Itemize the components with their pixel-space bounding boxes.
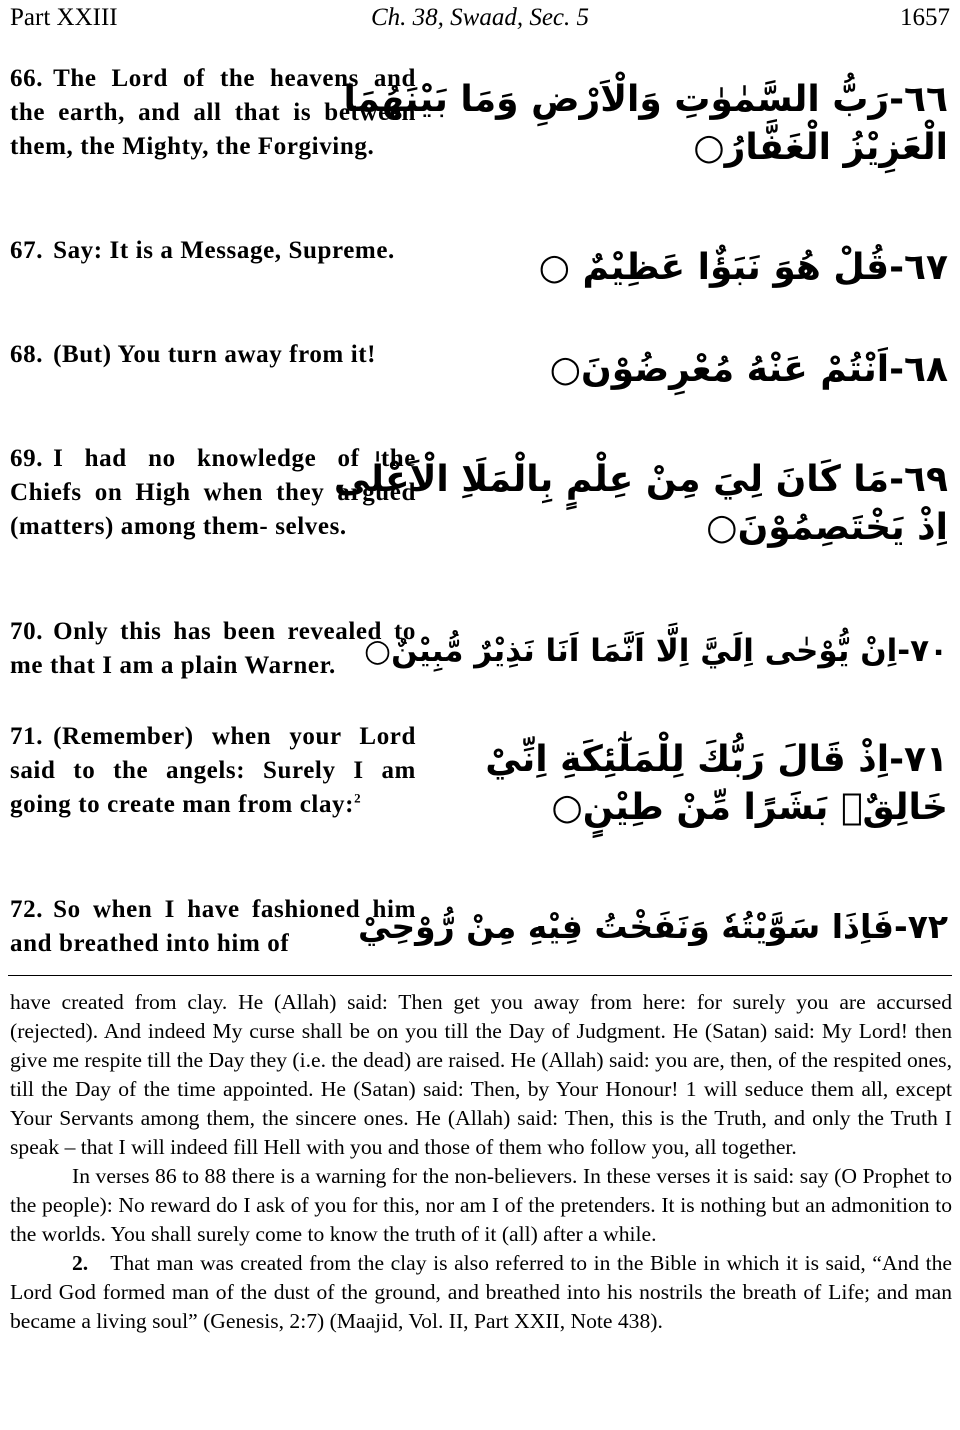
verse-number: 72. xyxy=(10,896,44,923)
part-label: Part XXIII xyxy=(10,4,118,31)
verse-number: 69. xyxy=(10,445,44,472)
verse-text: The Lord of the heavens and the earth, and all that is between them, the Mighty, the Forgiving. xyxy=(10,65,416,161)
verse-arabic xyxy=(485,736,948,832)
section-divider xyxy=(8,975,952,976)
verse-text: Only this has been revealed to me that I am a plain Warner. xyxy=(10,618,416,680)
verse-arabic xyxy=(358,903,948,951)
page-header xyxy=(10,4,950,38)
verse-number: 70. xyxy=(10,618,44,645)
verse-number: 68. xyxy=(10,341,44,368)
verse-english xyxy=(10,615,416,683)
footnote-text: That man was created from the clay is also referred to in the Bible in which it is said, “And the Lord God formed man of the dust of the ground, and breathed into his nostrils the breath of Life; and man became a living soul” (Genesis, 2:7) (Maajid, Vol. II, Part XXII, Note 438). xyxy=(10,1251,952,1333)
arabic-line: ٧٢-فَاِذَا سَوَّيْتُهٗ وَنَفَخْتُ فِيْهِ مِنْ رُّوْحِيْ xyxy=(358,907,948,946)
verse-number: 66. xyxy=(10,65,44,92)
commentary xyxy=(10,988,952,1336)
arabic-line: الْعَزِيْزُ الْغَفَّارُ○ xyxy=(693,127,948,168)
arabic-line: ٦٩-مَا كَانَ لِيَ مِنْ عِلْمٍ بِالْمَلَاِ الْاَعْلٰى xyxy=(333,459,948,500)
arabic-line: خَالِقٌۢ بَشَرًا مِّنْ طِيْنٍ○ xyxy=(551,787,948,828)
verse-english xyxy=(10,893,416,961)
verse-text: (But) You turn away from it! xyxy=(53,341,377,368)
commentary-paragraph: have created from clay. He (Allah) said: Then get you away from here: for surely you are accursed (rejected). And indeed My curse shall be on you till the Day of Judgment. He (Satan) said: My Lord! then give me respite till the Day they (i.e. the dead) are raised. He (Allah) said: you are, then, of the respited ones, till the Day of the time appointed. He (Satan) said: Then, by Your Honour! 1 will seduce them all, except Your Servants among them, the sincere ones. He (Allah) said: Then, this is the Truth, and only the Truth I speak – that I will indeed fill Hell with you and those of them who follow you, all together. xyxy=(10,990,952,1159)
verse-arabic xyxy=(364,627,948,675)
arabic-line: اِذْ يَخْتَصِمُوْنَ○ xyxy=(706,507,948,548)
verse-text: I had no knowledge of the Chiefs on High when they argued (matters) among them- selves. xyxy=(10,445,416,541)
footnote xyxy=(10,1249,952,1336)
commentary-paragraph: In verses 86 to 88 there is a warning for the non-believers. In these verses it is said: say (O Prophet to the people): No reward do I ask of you for this, nor am I of the pretenders. It is nothing but an admonition to the worlds. You shall surely come to know the truth of it (all) after a while. xyxy=(10,1164,952,1246)
verse-number: 71. xyxy=(10,723,44,750)
arabic-line: ٧٠-اِنْ يُّوْحٰى اِلَيَّ اِلَّا اَنَّمَا اَنَا نَذِيْرٌ مُّبِيْنٌ○ xyxy=(364,633,948,669)
arabic-line: ٦٦-رَبُّ السَّمٰوٰتِ وَالْاَرْضِ وَمَا بَيْنَهُمَا xyxy=(343,79,948,120)
footnote-number: 2. xyxy=(72,1251,89,1275)
verse-arabic xyxy=(343,76,948,172)
chapter-title: Ch. 38, Swaad, Sec. 5 xyxy=(370,4,590,31)
verse-text: So when I have fashioned him and breathed into him of xyxy=(10,896,416,958)
verse-text: (Remember) when your Lord said to the angels: Surely I am going to create man from clay: xyxy=(10,723,416,819)
verse-number: 67. xyxy=(10,237,44,264)
verse-arabic xyxy=(498,346,948,394)
arabic-line: ٦٧-قُلْ هُوَ نَبَؤٌا عَظِيْمٌ ○ xyxy=(538,247,948,288)
verse-english xyxy=(10,338,416,372)
verse-english xyxy=(10,234,416,268)
verse-english xyxy=(10,720,416,823)
verse-arabic xyxy=(333,456,948,552)
page-number: 1657 xyxy=(900,4,950,31)
footnote-mark: 2 xyxy=(354,791,362,807)
verse-arabic xyxy=(498,244,948,292)
arabic-line: ٧١-اِذْ قَالَ رَبُّكَ لِلْمَلٰٓئِكَةِ اِنِّيْ xyxy=(485,739,948,780)
arabic-line: ٦٨-اَنْتُمْ عَنْهُ مُعْرِضُوْنَ○ xyxy=(549,349,948,390)
verse-text: Say: It is a Message, Supreme. xyxy=(53,237,395,264)
